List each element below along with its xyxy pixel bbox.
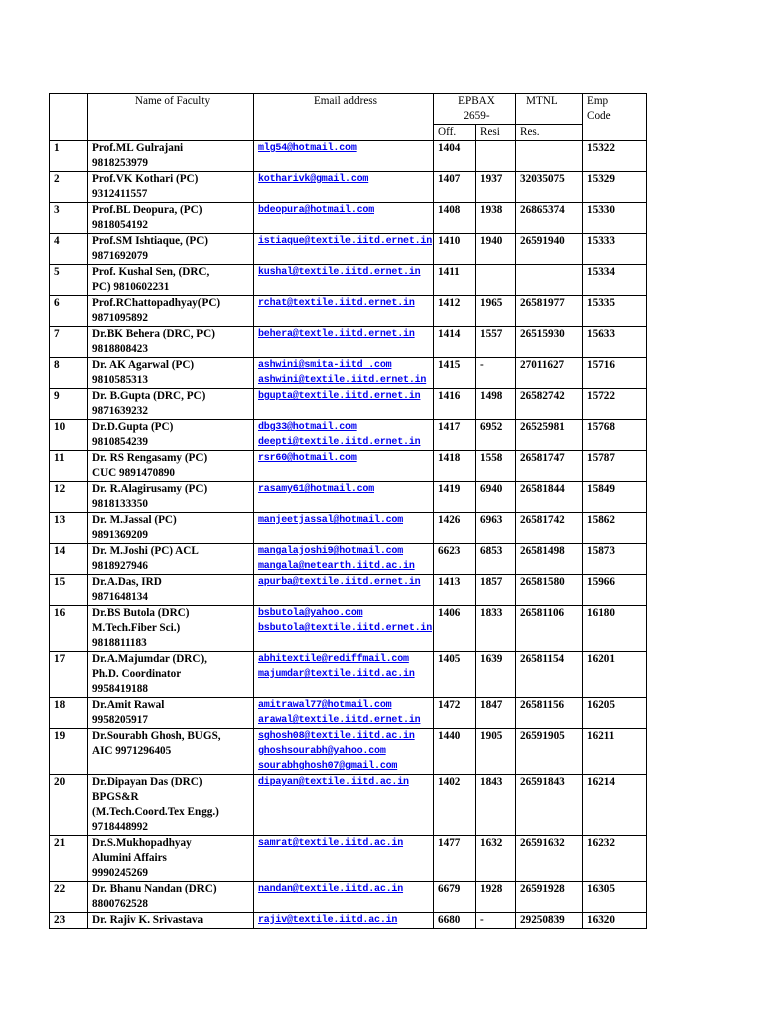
epbax-office-cell: 1412 <box>434 296 476 327</box>
faculty-name-cell <box>88 729 254 775</box>
table-row <box>50 234 647 265</box>
email-link[interactable]: rsr60@hotmail.com <box>258 453 357 464</box>
faculty-name-cell <box>88 389 254 420</box>
epbax-office-cell: 1426 <box>434 513 476 544</box>
faculty-name-cell <box>88 652 254 698</box>
mtnl-res-cell: 26581106 <box>516 606 583 652</box>
email-cell <box>254 575 434 606</box>
emp-code-cell: 15716 <box>583 358 647 389</box>
faculty-phone: PC) 9810602231 <box>92 281 170 293</box>
email-link[interactable]: sghosh08@textile.iitd.ac.in <box>258 731 415 742</box>
emp-code-cell: 15768 <box>583 420 647 451</box>
faculty-name-cell <box>88 698 254 729</box>
mtnl-res-cell <box>516 265 583 296</box>
faculty-name-cell <box>88 544 254 575</box>
faculty-name-cell <box>88 420 254 451</box>
faculty-phone: 9958419188 <box>92 683 148 695</box>
header-epbax <box>434 94 516 125</box>
faculty-name-line: (M.Tech.Coord.Tex Engg.) <box>92 806 219 818</box>
email-link[interactable]: istiaque@textile.iitd.ernet.in <box>258 236 433 247</box>
email-link[interactable]: mlg54@hotmail.com <box>258 143 357 154</box>
email-cell <box>254 265 434 296</box>
epbax-office-cell: 1472 <box>434 698 476 729</box>
email-cell <box>254 606 434 652</box>
mtnl-res-cell: 26591632 <box>516 836 583 882</box>
table-row <box>50 544 647 575</box>
faculty-name-line: Dr.S.Mukhopadhyay <box>92 837 192 849</box>
serial-no-cell: 23 <box>50 913 88 929</box>
header-name: Name of Faculty <box>88 94 254 141</box>
email-cell <box>254 544 434 575</box>
epbax-office-cell: 1440 <box>434 729 476 775</box>
epbax-office-cell: 1418 <box>434 451 476 482</box>
serial-no-cell: 15 <box>50 575 88 606</box>
table-row <box>50 729 647 775</box>
emp-code-cell: 15633 <box>583 327 647 358</box>
epbax-resi-cell: 1857 <box>476 575 516 606</box>
epbax-office-cell: 1407 <box>434 172 476 203</box>
emp-code-cell: 15722 <box>583 389 647 420</box>
faculty-phone: CUC 9891470890 <box>92 467 175 479</box>
table-row <box>50 698 647 729</box>
faculty-phone: 9871639232 <box>92 405 148 417</box>
epbax-office-cell: 1406 <box>434 606 476 652</box>
emp-code-cell: 15862 <box>583 513 647 544</box>
faculty-name-line: Dr. Rajiv K. Srivastava <box>92 914 204 926</box>
email-link[interactable]: bsbutola@yahoo.com <box>258 608 363 619</box>
email-cell <box>254 913 434 929</box>
serial-no-cell: 1 <box>50 141 88 172</box>
serial-no-cell: 10 <box>50 420 88 451</box>
emp-code-cell: 15334 <box>583 265 647 296</box>
faculty-phone: 9810854239 <box>92 436 148 448</box>
faculty-name-cell <box>88 513 254 544</box>
header-serial-no <box>50 94 88 141</box>
faculty-name-cell <box>88 913 254 929</box>
email-link[interactable]: nandan@textile.iitd.ac.in <box>258 884 404 895</box>
mtnl-res-cell: 26582742 <box>516 389 583 420</box>
faculty-name-line: M.Tech.Fiber Sci.) <box>92 622 181 634</box>
faculty-name-line: Prof. Kushal Sen, (DRC, <box>92 266 210 278</box>
table-row <box>50 451 647 482</box>
email-cell <box>254 698 434 729</box>
faculty-name-cell <box>88 575 254 606</box>
mtnl-res-cell: 26591928 <box>516 882 583 913</box>
faculty-name-line: Dr.BK Behera (DRC, PC) <box>92 328 215 340</box>
faculty-phone: 9818808423 <box>92 343 148 355</box>
faculty-phone: 9871648134 <box>92 591 148 603</box>
epbax-resi-cell: 1937 <box>476 172 516 203</box>
email-cell <box>254 775 434 836</box>
email-link[interactable]: dipayan@textile.iitd.ac.in <box>258 777 409 788</box>
emp-code-cell: 16232 <box>583 836 647 882</box>
faculty-name-line: Dr.D.Gupta (PC) <box>92 421 174 433</box>
epbax-resi-cell: 1498 <box>476 389 516 420</box>
faculty-name-line: Ph.D. Coordinator <box>92 668 182 680</box>
email-cell <box>254 327 434 358</box>
epbax-office-cell: 1419 <box>434 482 476 513</box>
faculty-phone: 9818054192 <box>92 219 148 231</box>
epbax-office-cell: 1411 <box>434 265 476 296</box>
faculty-name-line: Dr.A.Das, IRD <box>92 576 162 588</box>
emp-code-cell: 15873 <box>583 544 647 575</box>
email-link[interactable]: dbg33@hotmail.com <box>258 422 357 433</box>
epbax-office-cell: 1414 <box>434 327 476 358</box>
faculty-name-line: Prof.RChattopadhyay(PC) <box>92 297 221 309</box>
epbax-resi-cell <box>476 265 516 296</box>
email-link[interactable]: mangalajoshi9@hotmail.com <box>258 546 404 557</box>
email-cell <box>254 482 434 513</box>
faculty-name-cell <box>88 172 254 203</box>
faculty-phone: 9818133350 <box>92 498 148 510</box>
email-link[interactable]: kotharivk@gmail.com <box>258 174 369 185</box>
serial-no-cell: 21 <box>50 836 88 882</box>
header-email: Email address <box>254 94 434 141</box>
epbax-office-cell: 1477 <box>434 836 476 882</box>
faculty-name-cell <box>88 836 254 882</box>
faculty-name-cell <box>88 296 254 327</box>
table-row <box>50 913 647 929</box>
header-row-1 <box>50 94 647 125</box>
email-cell <box>254 451 434 482</box>
faculty-name-cell <box>88 775 254 836</box>
serial-no-cell: 3 <box>50 203 88 234</box>
epbax-office-cell: 1410 <box>434 234 476 265</box>
mtnl-res-cell: 26581580 <box>516 575 583 606</box>
epbax-office-cell: 1416 <box>434 389 476 420</box>
epbax-office-cell: 6623 <box>434 544 476 575</box>
email-link[interactable]: abhitextile@rediffmail.com <box>258 654 409 665</box>
faculty-name-line: Dr. R.Alagirusamy (PC) <box>92 483 208 495</box>
table-row <box>50 482 647 513</box>
table-row <box>50 172 647 203</box>
epbax-office-cell: 1404 <box>434 141 476 172</box>
emp-code-cell: 16201 <box>583 652 647 698</box>
faculty-name-line: Dr.Sourabh Ghosh, BUGS, <box>92 730 221 742</box>
epbax-resi-cell: 6963 <box>476 513 516 544</box>
faculty-name-cell <box>88 265 254 296</box>
epbax-office-cell: 1405 <box>434 652 476 698</box>
faculty-name-line: Dr. AK Agarwal (PC) <box>92 359 195 371</box>
table-row <box>50 513 647 544</box>
epbax-resi-cell: 1632 <box>476 836 516 882</box>
emp-code-cell: 16205 <box>583 698 647 729</box>
faculty-phone: 9871692079 <box>92 250 148 262</box>
mtnl-res-cell: 26581498 <box>516 544 583 575</box>
epbax-resi-cell: 1558 <box>476 451 516 482</box>
serial-no-cell: 18 <box>50 698 88 729</box>
mtnl-res-cell: 26581156 <box>516 698 583 729</box>
emp-code-cell: 15333 <box>583 234 647 265</box>
table-row <box>50 882 647 913</box>
email-cell <box>254 172 434 203</box>
faculty-name-line: Dr.Amit Rawal <box>92 699 165 711</box>
email-cell <box>254 141 434 172</box>
header-res: Res. <box>516 125 583 141</box>
epbax-office-cell: 1413 <box>434 575 476 606</box>
epbax-resi-cell: 6952 <box>476 420 516 451</box>
email-cell <box>254 389 434 420</box>
header-epbax-prefix: 2659- <box>463 110 490 122</box>
faculty-name-cell <box>88 482 254 513</box>
email-cell <box>254 358 434 389</box>
header-emp-line2: Code <box>587 110 611 122</box>
epbax-office-cell: 1402 <box>434 775 476 836</box>
mtnl-res-cell: 26581742 <box>516 513 583 544</box>
epbax-resi-cell: - <box>476 358 516 389</box>
mtnl-res-cell: 26865374 <box>516 203 583 234</box>
mtnl-res-cell: 29250839 <box>516 913 583 929</box>
faculty-name-line: Prof.ML Gulrajani <box>92 142 184 154</box>
email-link[interactable]: rchat@textile.iitd.ernet.in <box>258 298 415 309</box>
emp-code-cell: 15335 <box>583 296 647 327</box>
faculty-name-cell <box>88 141 254 172</box>
table-row <box>50 606 647 652</box>
faculty-name-cell <box>88 451 254 482</box>
table-row <box>50 420 647 451</box>
epbax-office-cell: 6679 <box>434 882 476 913</box>
emp-code-cell: 16180 <box>583 606 647 652</box>
header-emp-line1: Emp <box>587 95 609 107</box>
table-body <box>50 141 647 929</box>
faculty-name-line: Dr. Bhanu Nandan (DRC) <box>92 883 217 895</box>
serial-no-cell: 17 <box>50 652 88 698</box>
faculty-table <box>49 93 647 929</box>
faculty-phone: 9990245269 <box>92 867 148 879</box>
epbax-resi-cell: 1965 <box>476 296 516 327</box>
epbax-office-cell: 6680 <box>434 913 476 929</box>
email-link[interactable]: majumdar@textile.iitd.ac.in <box>258 669 415 680</box>
email-link[interactable]: behera@textle.iitd.ernet.in <box>258 329 415 340</box>
faculty-name-line: Dr.Dipayan Das (DRC) <box>92 776 203 788</box>
faculty-phone: 8800762528 <box>92 898 148 910</box>
mtnl-res-cell: 26515930 <box>516 327 583 358</box>
faculty-phone: AIC 9971296405 <box>92 745 172 757</box>
table-header <box>50 94 647 141</box>
epbax-resi-cell: - <box>476 913 516 929</box>
mtnl-res-cell: 27011627 <box>516 358 583 389</box>
emp-code-cell: 15330 <box>583 203 647 234</box>
emp-code-cell: 15849 <box>583 482 647 513</box>
email-link[interactable]: rajiv@textile.iitd.ac.in <box>258 915 398 926</box>
epbax-resi-cell: 1905 <box>476 729 516 775</box>
mtnl-res-cell: 26581154 <box>516 652 583 698</box>
faculty-name-cell <box>88 882 254 913</box>
faculty-name-cell <box>88 327 254 358</box>
serial-no-cell: 9 <box>50 389 88 420</box>
faculty-name-line: Prof.SM Ishtiaque, (PC) <box>92 235 209 247</box>
mtnl-res-cell: 26591843 <box>516 775 583 836</box>
header-epbax-title: EPBAX <box>458 95 495 107</box>
epbax-resi-cell: 6853 <box>476 544 516 575</box>
faculty-phone: 9871095892 <box>92 312 148 324</box>
faculty-phone: 9818253979 <box>92 157 148 169</box>
serial-no-cell: 16 <box>50 606 88 652</box>
faculty-name-cell <box>88 606 254 652</box>
faculty-name-line: Alumini Affairs <box>92 852 167 864</box>
mtnl-res-cell: 26591940 <box>516 234 583 265</box>
email-link[interactable]: ghoshsourabh@yahoo.com <box>258 746 386 757</box>
faculty-name-line: Prof.VK Kothari (PC) <box>92 173 199 185</box>
emp-code-cell: 16211 <box>583 729 647 775</box>
email-link[interactable]: samrat@textile.iitd.ac.in <box>258 838 404 849</box>
faculty-name-line: Dr. M.Jassal (PC) <box>92 514 177 526</box>
mtnl-res-cell: 26581977 <box>516 296 583 327</box>
table-row <box>50 575 647 606</box>
faculty-name-line: Dr. RS Rengasamy (PC) <box>92 452 208 464</box>
email-cell <box>254 234 434 265</box>
table-row <box>50 836 647 882</box>
epbax-resi-cell: 6940 <box>476 482 516 513</box>
serial-no-cell: 12 <box>50 482 88 513</box>
email-link[interactable]: ashwini@textile.iitd.ernet.in <box>258 375 427 386</box>
faculty-name-cell <box>88 203 254 234</box>
table-row <box>50 327 647 358</box>
faculty-phone: 9891369209 <box>92 529 148 541</box>
serial-no-cell: 20 <box>50 775 88 836</box>
email-link[interactable]: kushal@textile.iitd.ernet.in <box>258 267 421 278</box>
email-link[interactable]: mangala@netearth.iitd.ac.in <box>258 561 415 572</box>
header-mtnl: MTNL <box>516 94 583 125</box>
email-link[interactable]: arawal@textile.iitd.ernet.in <box>258 715 421 726</box>
mtnl-res-cell: 26525981 <box>516 420 583 451</box>
email-link[interactable]: amitrawal77@hotmail.com <box>258 700 392 711</box>
emp-code-cell: 16214 <box>583 775 647 836</box>
epbax-resi-cell: 1940 <box>476 234 516 265</box>
email-cell <box>254 729 434 775</box>
email-link[interactable]: ashwini@smita-iitd .com <box>258 360 392 371</box>
email-link[interactable]: deepti@textile.iitd.ernet.in <box>258 437 421 448</box>
email-cell <box>254 836 434 882</box>
serial-no-cell: 19 <box>50 729 88 775</box>
serial-no-cell: 2 <box>50 172 88 203</box>
table-row <box>50 358 647 389</box>
mtnl-res-cell: 26591905 <box>516 729 583 775</box>
table-row <box>50 296 647 327</box>
email-cell <box>254 513 434 544</box>
faculty-phone: 9958205917 <box>92 714 148 726</box>
epbax-resi-cell: 1833 <box>476 606 516 652</box>
faculty-name-line: Dr. M.Joshi (PC) ACL <box>92 545 199 557</box>
serial-no-cell: 4 <box>50 234 88 265</box>
email-cell <box>254 882 434 913</box>
email-link[interactable]: apurba@textile.iitd.ernet.in <box>258 577 421 588</box>
epbax-office-cell: 1417 <box>434 420 476 451</box>
faculty-phone: 9818927946 <box>92 560 148 572</box>
serial-no-cell: 11 <box>50 451 88 482</box>
table-row <box>50 265 647 296</box>
email-cell <box>254 203 434 234</box>
serial-no-cell: 13 <box>50 513 88 544</box>
table-row <box>50 652 647 698</box>
epbax-office-cell: 1408 <box>434 203 476 234</box>
email-link[interactable]: rasamy61@hotmail.com <box>258 484 375 495</box>
faculty-phone: 9818811183 <box>92 637 147 649</box>
email-link[interactable]: bgupta@textile.iitd.ernet.in <box>258 391 421 402</box>
epbax-office-cell: 1415 <box>434 358 476 389</box>
table-row <box>50 775 647 836</box>
table-row <box>50 203 647 234</box>
header-off: Off. <box>434 125 476 141</box>
faculty-name-line: BPGS&R <box>92 791 139 803</box>
table-row <box>50 141 647 172</box>
header-resi: Resi <box>476 125 516 141</box>
emp-code-cell: 15322 <box>583 141 647 172</box>
faculty-name-line: Dr.A.Majumdar (DRC), <box>92 653 207 665</box>
table-row <box>50 389 647 420</box>
email-link[interactable]: manjeetjassal@hotmail.com <box>258 515 404 526</box>
epbax-resi-cell <box>476 141 516 172</box>
emp-code-cell: 15966 <box>583 575 647 606</box>
faculty-name-line: Prof.BL Deopura, (PC) <box>92 204 203 216</box>
email-cell <box>254 652 434 698</box>
email-link[interactable]: sourabhghosh07@gmail.com <box>258 761 398 772</box>
emp-code-cell: 16320 <box>583 913 647 929</box>
epbax-resi-cell: 1843 <box>476 775 516 836</box>
mtnl-res-cell <box>516 141 583 172</box>
emp-code-cell: 15787 <box>583 451 647 482</box>
epbax-resi-cell: 1557 <box>476 327 516 358</box>
serial-no-cell: 7 <box>50 327 88 358</box>
email-link[interactable]: bsbutola@textile.iitd.ernet.in <box>258 623 433 634</box>
email-cell <box>254 296 434 327</box>
faculty-phone: 9718448992 <box>92 821 148 833</box>
mtnl-res-cell: 32035075 <box>516 172 583 203</box>
emp-code-cell: 15329 <box>583 172 647 203</box>
serial-no-cell: 8 <box>50 358 88 389</box>
faculty-name-line: Dr. B.Gupta (DRC, PC) <box>92 390 206 402</box>
faculty-name-cell <box>88 358 254 389</box>
emp-code-cell: 16305 <box>583 882 647 913</box>
serial-no-cell: 5 <box>50 265 88 296</box>
serial-no-cell: 6 <box>50 296 88 327</box>
faculty-phone: 9312411557 <box>92 188 148 200</box>
mtnl-res-cell: 26581844 <box>516 482 583 513</box>
header-emp-code <box>583 94 647 141</box>
epbax-resi-cell: 1928 <box>476 882 516 913</box>
epbax-resi-cell: 1639 <box>476 652 516 698</box>
epbax-resi-cell: 1938 <box>476 203 516 234</box>
faculty-phone: 9810585313 <box>92 374 148 386</box>
email-link[interactable]: bdeopura@hotmail.com <box>258 205 375 216</box>
epbax-resi-cell: 1847 <box>476 698 516 729</box>
serial-no-cell: 22 <box>50 882 88 913</box>
serial-no-cell: 14 <box>50 544 88 575</box>
email-cell <box>254 420 434 451</box>
faculty-name-line: Dr.BS Butola (DRC) <box>92 607 190 619</box>
mtnl-res-cell: 26581747 <box>516 451 583 482</box>
faculty-name-cell <box>88 234 254 265</box>
